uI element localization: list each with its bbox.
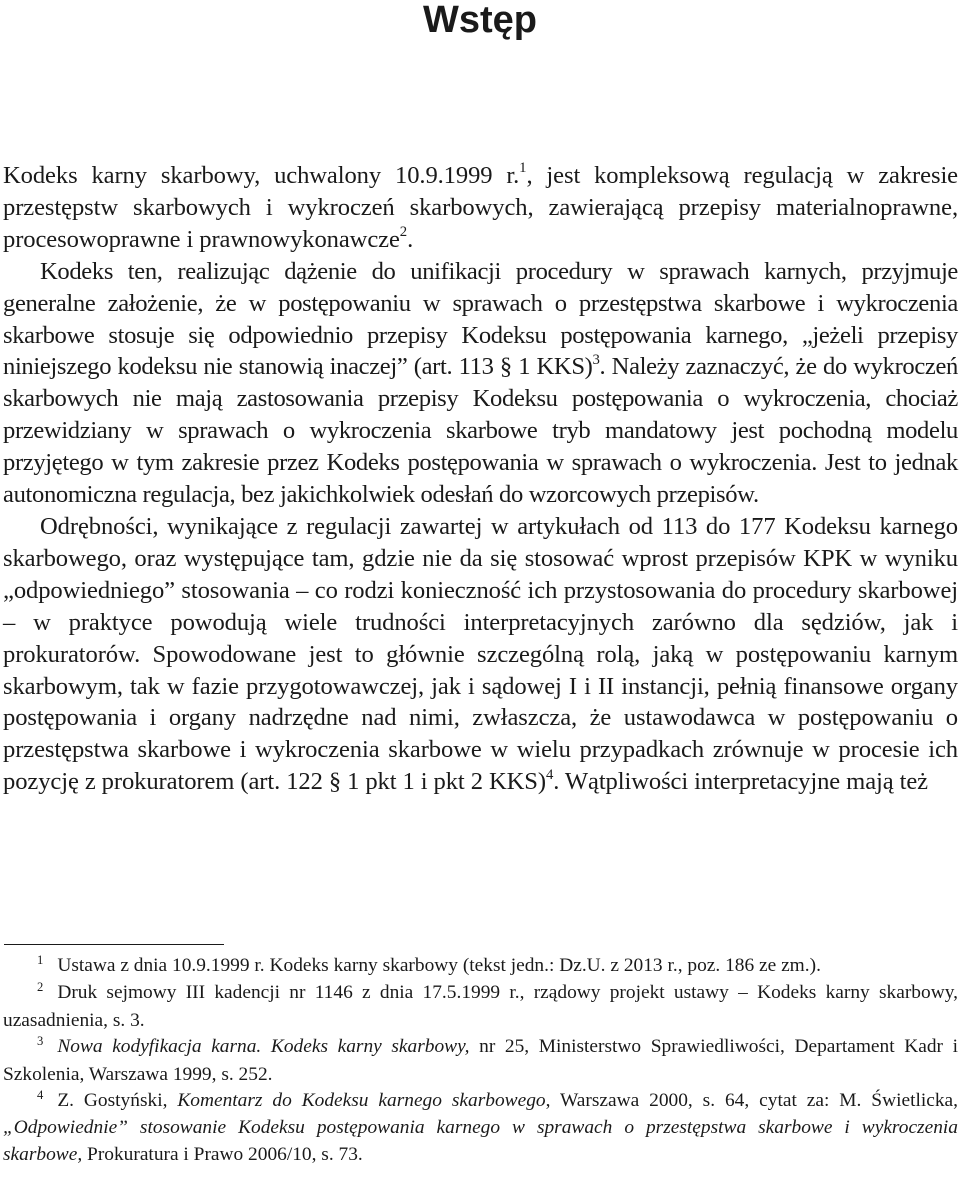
footnote-text: Z. Gostyński, [57, 1090, 178, 1112]
footnote-number: 1 [37, 953, 44, 968]
footnote-italic-text: Komentarz do Kodeksu karnego skarbowego [177, 1090, 546, 1112]
footnote-4 [3, 1088, 958, 1168]
footnote-ref: 2 [399, 224, 408, 241]
footnote-ref: 3 [592, 351, 600, 368]
footnote-ref: 4 [545, 766, 554, 783]
footnote-text: nr 25, Ministerstwo Sprawiedliwości, Departament Kadr i Szkolenia, Warszawa 1999, s. 252. [3, 1036, 958, 1085]
footnote-italic-text: „Odpowiednie” stosowanie Kodeksu postępowania karnego w sprawach o przestępstwa skarbowe i wykroczenia skarbowe, [3, 1117, 958, 1165]
page-title: Wstęp [423, 0, 537, 41]
footnote-ref: 1 [519, 160, 527, 177]
footnote-text: , Warszawa 2000, s. 64, cytat za: M. Świetlicka, [545, 1090, 958, 1112]
footnote-number: 2 [37, 980, 44, 995]
footnote-number: 3 [37, 1034, 44, 1049]
paragraph-text: Odrębności, wynikające z regulacji zawartej w artykułach od 113 do 177 Kodeksu karnego skarbowego, oraz występujące tam, gdzie nie da się stosować wprost przepisów KPK w wyniku „odpowiedniego” stosowania – co rodzi konieczność ich przystosowania do procedury skarbowej – w praktyce powodują wiele trudności interpretacyjnych zarówno dla sędziów, jak i prokuratorów. Spowodowane jest to głównie szczególną rolą, jaką w postępowaniu karnym skarbowym, tak w fazie przygotowawczej, jak i sądowej I i II instancji, pełnią finansowe organy postępowania i organy nadrzędne nad nimi, zwłaszcza, że ustawodawca w postępowaniu o przestępstwa skarbowe i wykroczenia skarbowe w wielu przypadkach zrównuje w procesie ich pozycję z prokuratorem (art. 122 § 1 pkt 1 i pkt 2 KKS) [3, 512, 958, 796]
paragraph-3 [3, 511, 958, 798]
paragraph-text: Kodeks ten, realizując dążenie do unifikacji procedury w sprawach karnych, przyjmuje generalne założenie, że w postępowaniu w sprawach o przestępstwa skarbowe i wykroczenia skarbowe stosuje się odpowiednio przepisy Kodeksu postępowania karnego, „jeżeli przepisy niniejszego kodeksu nie stanowią inaczej” (art. 113 § 1 KKS) [3, 257, 958, 381]
footnote-text: Druk sejmowy III kadencji nr 1146 z dnia 17.5.1999 r., rządowy projekt ustawy – Kodeks karny skarbowy, uzasadnienia, s. 3. [3, 982, 958, 1031]
body-text [3, 160, 958, 798]
paragraph-1 [3, 160, 958, 256]
footnote-italic-text: Nowa kodyfikacja karna. Kodeks karny skarbowy, [57, 1036, 470, 1058]
footnote-3 [3, 1034, 958, 1088]
paragraph-2 [3, 256, 958, 511]
footnote-2 [3, 980, 958, 1034]
paragraph-text: , jest kompleksową regulacją w zakresie przestępstw skarbowych i wykroczeń skarbowych, zawierającą przepisy materialnoprawne, procesowoprawne i prawnowykonawcze [3, 162, 958, 253]
footnote-text: Ustawa z dnia 10.9.1999 r. Kodeks karny skarbowy (tekst jedn.: Dz.U. z 2013 r., poz. 186 ze zm.). [57, 955, 821, 976]
paragraph-text: . Należy zaznaczyć, że do wykroczeń skarbowych nie mają zastosowania przepisy Kodeksu postępowania o wykroczenia, chociaż przewidziany w sprawach o wykroczenia skarbowe tryb mandatowy jest pochodną modelu przyjętego w tym zakresie przez Kodeks postępowania w sprawach o wykroczenia. Jest to jednak autonomiczna regulacja, bez jakichkolwiek odesłań do wzorcowych przepisów. [3, 353, 958, 509]
paragraph-text: . [407, 225, 414, 253]
footnote-1 [3, 953, 958, 980]
footnote-number: 4 [37, 1088, 44, 1103]
footnotes [3, 953, 958, 1168]
paragraph-text: Kodeks karny skarbowy, uchwalony 10.9.1999 r. [3, 162, 520, 189]
paragraph-text: . Wątpliwości interpretacyjne mają też [553, 768, 928, 796]
footnote-text: Prokuratura i Prawo 2006/10, s. 73. [82, 1143, 363, 1165]
footnote-divider [4, 944, 224, 945]
